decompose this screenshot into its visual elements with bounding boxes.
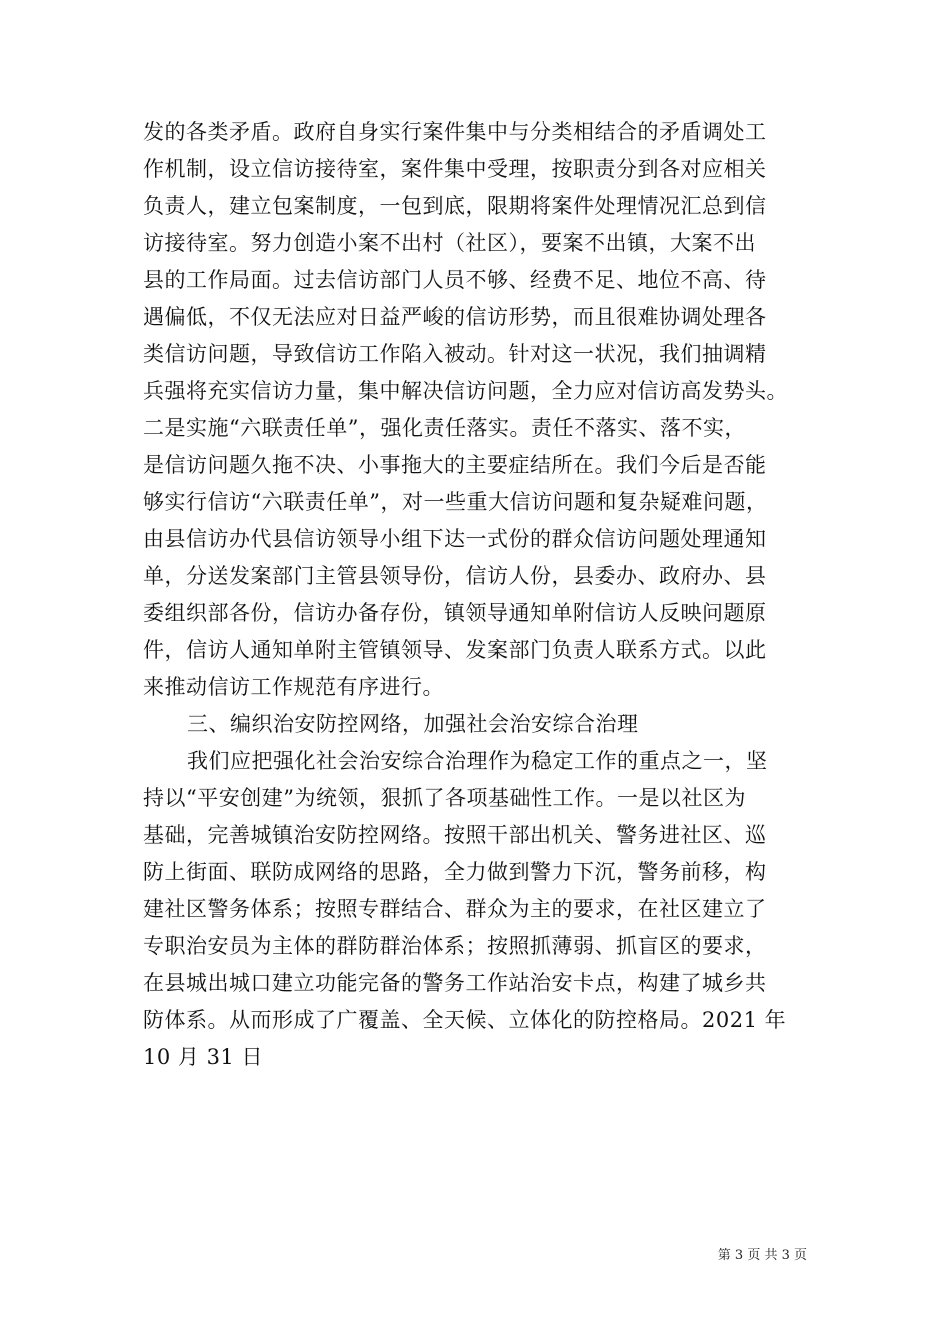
- text-line: 持以“平安创建”为统领，狠抓了各项基础性工作。一是以社区为: [143, 786, 746, 810]
- text-line: 是信访问题久拖不决、小事拖大的主要症结所在。我们今后是否能: [143, 453, 767, 477]
- text-line: 防上街面、联防成网络的思路，全力做到警力下沉，警务前移，构: [143, 860, 767, 884]
- text-line: 兵强将充实信访力量，集中解决信访问题，全力应对信访高发势头。: [143, 379, 788, 403]
- text-line: 单，分送发案部门主管县领导份，信访人份，县委办、政府办、县: [143, 564, 767, 588]
- text-line: 件，信访人通知单附主管镇领导、发案部门负责人联系方式。以此: [143, 638, 767, 662]
- text-line: 作机制，设立信访接待室，案件集中受理，按职责分到各对应相关: [143, 157, 767, 181]
- text-line: 县的工作局面。过去信访部门人员不够、经费不足、地位不高、待: [143, 268, 767, 292]
- date-line: 10 月 31 日: [143, 1045, 263, 1069]
- paragraph-1: [143, 114, 833, 706]
- text-line: 委组织部各份，信访办备存份，镇领导通知单附信访人反映问题原: [143, 601, 767, 625]
- paragraph-2: [143, 743, 833, 1076]
- text-line: 来推动信访工作规范有序进行。: [143, 675, 444, 699]
- section-heading: 三、编织治安防控网络，加强社会治安综合治理: [187, 712, 639, 736]
- text-line: 访接待室。努力创造小案不出村（社区），要案不出镇，大案不出: [143, 231, 756, 255]
- text-line: 基础，完善城镇治安防控网络。按照干部出机关、警务进社区、巡: [143, 823, 767, 847]
- document-body: [143, 114, 833, 1076]
- text-line: 我们应把强化社会治安综合治理作为稳定工作的重点之一，坚: [187, 749, 768, 773]
- text-line: 防体系。从而形成了广覆盖、全天候、立体化的防控格局。2021 年: [143, 1008, 787, 1032]
- text-line: 二是实施“六联责任单”，强化责任落实。责任不落实、落不实，: [143, 416, 746, 440]
- text-line: 够实行信访“六联责任单”，对一些重大信访问题和复杂疑难问题，: [143, 490, 768, 514]
- text-line: 建社区警务体系；按照专群结合、群众为主的要求，在社区建立了: [143, 897, 767, 921]
- text-line: 发的各类矛盾。政府自身实行案件集中与分类相结合的矛盾调处工: [143, 120, 767, 144]
- text-line: 类信访问题，导致信访工作陷入被动。针对这一状况，我们抽调精: [143, 342, 767, 366]
- text-line: 由县信访办代县信访领导小组下达一式份的群众信访问题处理通知: [143, 527, 767, 551]
- text-line: 负责人，建立包案制度，一包到底，限期将案件处理情况汇总到信: [143, 194, 767, 218]
- page-number: 第 3 页 共 3 页: [717, 1248, 807, 1263]
- text-line: 在县城出城口建立功能完备的警务工作站治安卡点，构建了城乡共: [143, 971, 767, 995]
- text-line: 遇偏低，不仅无法应对日益严峻的信访形势，而且很难协调处理各: [143, 305, 767, 329]
- text-line: 专职治安员为主体的群防群治体系；按照抓薄弱、抓盲区的要求，: [143, 934, 767, 958]
